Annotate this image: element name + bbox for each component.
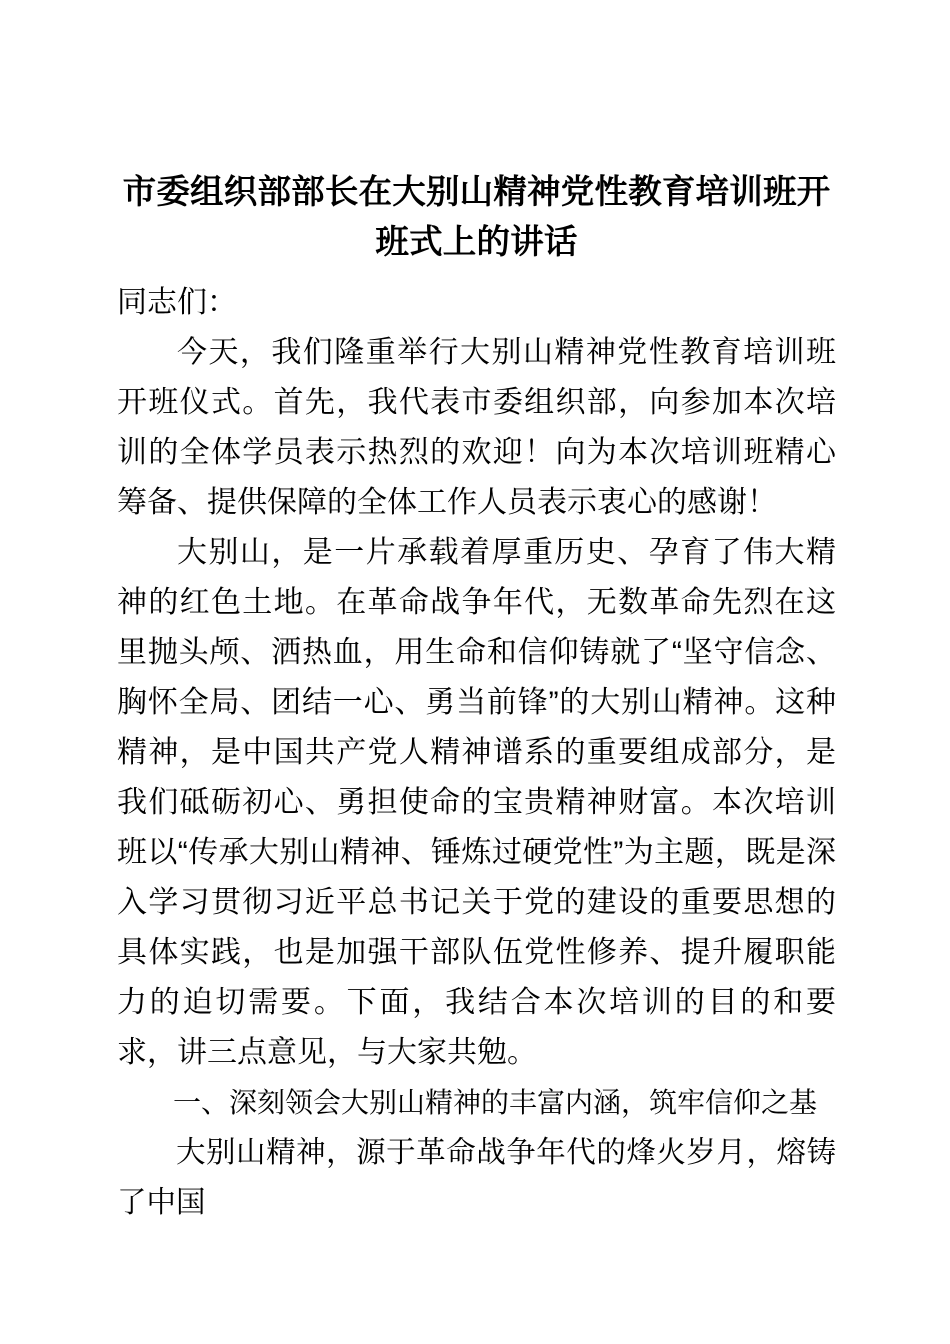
section-heading-one: 一、深刻领会大别山精神的丰富内涵，筑牢信仰之基 (173, 1087, 818, 1118)
paragraph-section-one-body: 大别山精神，源于革命战争年代的烽火岁月，熔铸了中国 (117, 1136, 836, 1219)
paragraph-opening-welcome: 今天，我们隆重举行大别山精神党性教育培训班开班仪式。首先，我代表市委组织部，向参加本次培训的全体学员表示热烈的欢迎！向为本次培训班精心筹备、提供保障的全体工作人员表示衷心的感谢！ (117, 336, 836, 519)
document-body (117, 168, 836, 1228)
paragraph-dabieshan-spirit-intro: 大别山，是一片承载着厚重历史、孕育了伟大精神的红色土地。在革命战争年代，无数革命先烈在这里抛头颅、洒热血，用生命和信仰铸就了“坚守信念、胸怀全局、团结一心、勇当前锋”的大别山精神。这种精神，是中国共产党人精神谱系的重要组成部分，是我们砥砺初心、勇担使命的宝贵精神财富。本次培训班以“传承大别山精神、锤炼过硬党性”为主题，既是深入学习贯彻习近平总书记关于党的建设的重要思想的具体实践，也是加强干部队伍党性修养、提升履职能力的迫切需要。下面，我结合本次培训的目的和要求，讲三点意见，与大家共勉。 (117, 536, 836, 1069)
salutation-line: 同志们： (117, 286, 237, 319)
page-title: 市委组织部部长在大别山精神党性教育培训班开班式上的讲话 (122, 174, 831, 261)
